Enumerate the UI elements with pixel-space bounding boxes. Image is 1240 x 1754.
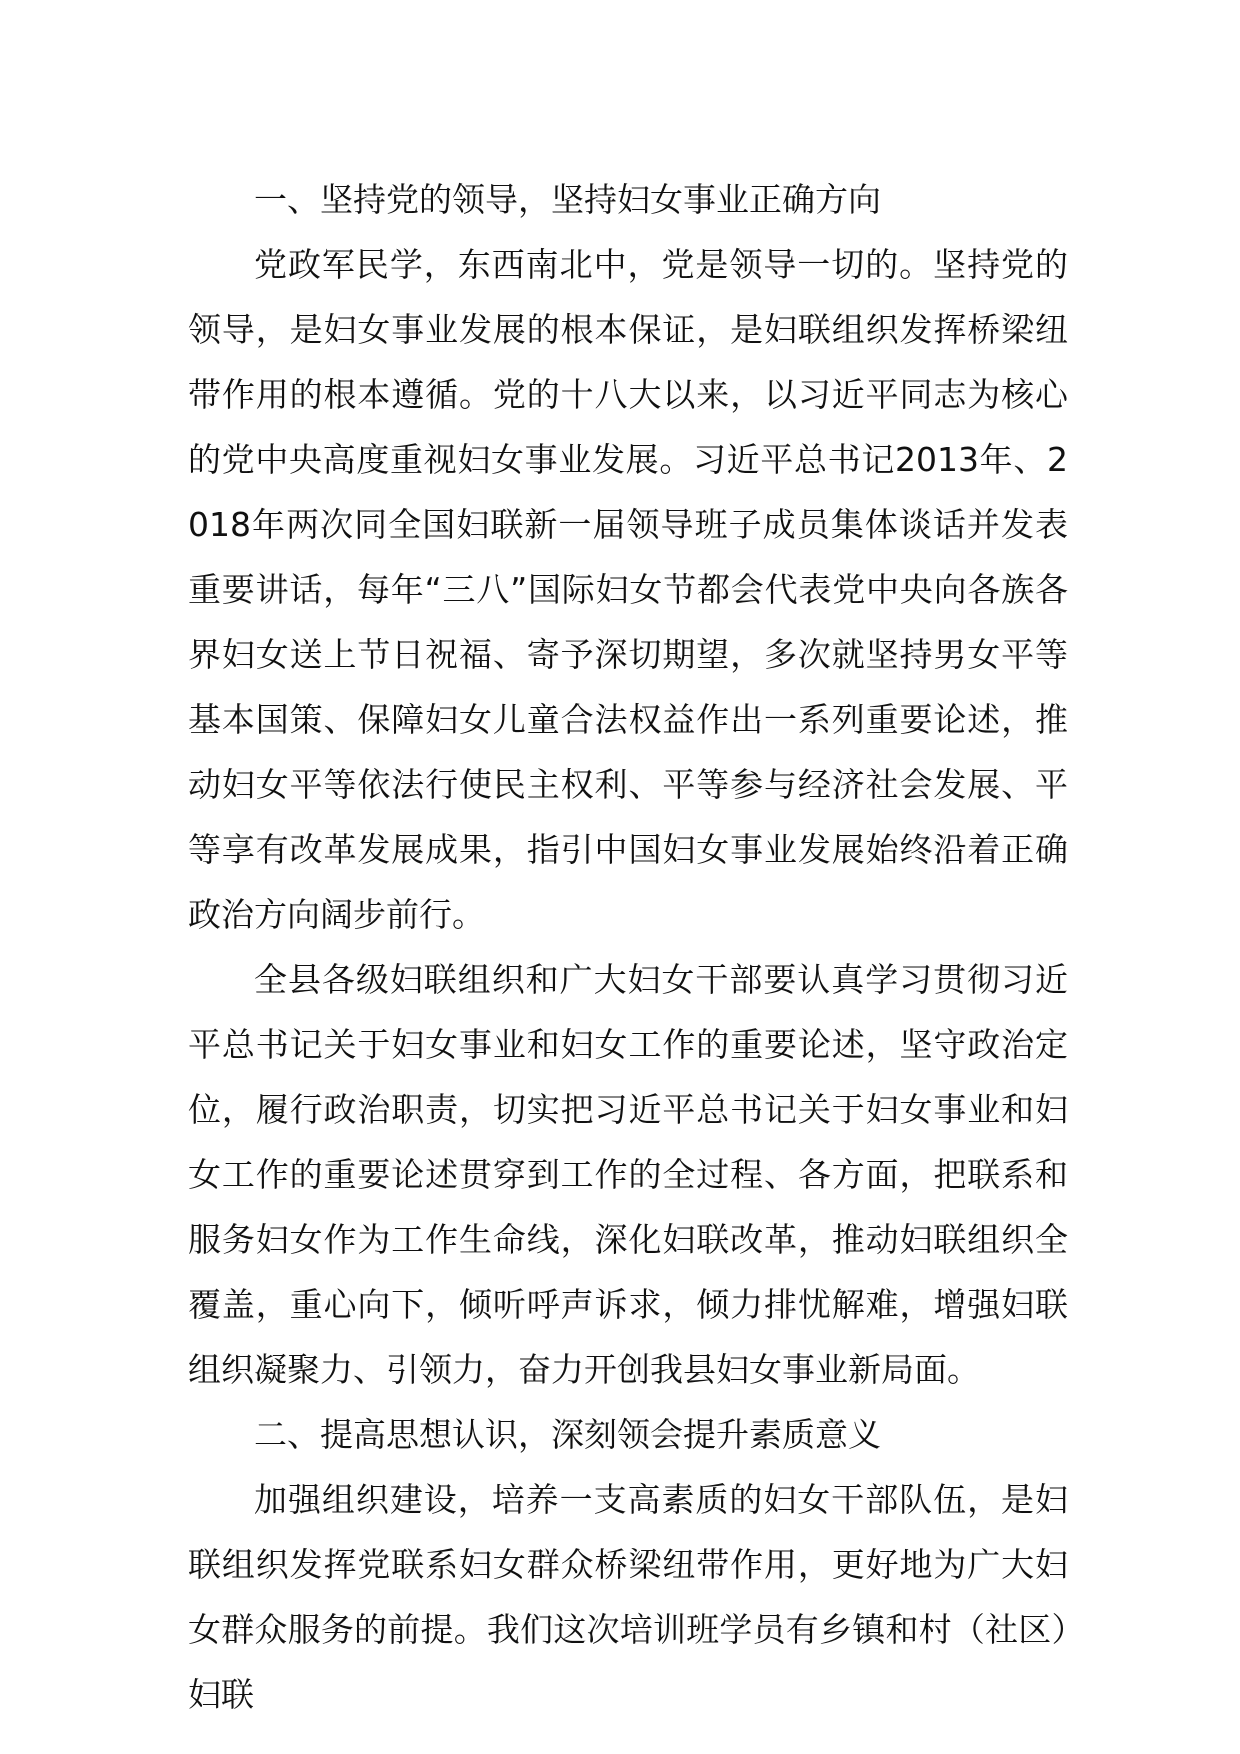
body-paragraph: 加强组织建设，培养一支高素质的妇女干部队伍，是妇联组织发挥党联系妇女群众桥梁纽带作用，更好地为广大妇女群众服务的前提。我们这次培训班学员有乡镇和村（社区）妇联 [188,1480,1068,1714]
body-paragraph: 全县各级妇联组织和广大妇女干部要认真学习贯彻习近平总书记关于妇女事业和妇女工作的重要论述，坚守政治定位，履行政治职责，切实把习近平总书记关于妇女事业和妇女工作的重要论述贯穿到工作的全过程、各方面，把联系和服务妇女作为工作生命线，深化妇联改革，推动妇联组织全覆盖，重心向下，倾听呼声诉求，倾力排忧解难，增强妇联组织凝聚力、引领力，奋力开创我县妇女事业新局面。 [188,960,1068,1389]
section-heading-2: 二、提高思想认识，深刻领会提升素质意义 [254,1415,881,1454]
document-body [188,167,1068,1727]
body-paragraph: 党政军民学，东西南北中，党是领导一切的。坚持党的领导，是妇女事业发展的根本保证，是妇联组织发挥桥梁纽带作用的根本遵循。党的十八大以来，以习近平同志为核心的党中央高度重视妇女事业发展。习近平总书记2013年、2018年两次同全国妇联新一届领导班子成员集体谈话并发表重要讲话，每年“三八”国际妇女节都会代表党中央向各族各界妇女送上节日祝福、寄予深切期望，多次就坚持男女平等基本国策、保障妇女儿童合法权益作出一系列重要论述，推动妇女平等依法行使民主权利、平等参与经济社会发展、平等享有改革发展成果，指引中国妇女事业发展始终沿着正确政治方向阔步前行。 [188,245,1068,934]
section-heading-1: 一、坚持党的领导，坚持妇女事业正确方向 [254,180,881,219]
